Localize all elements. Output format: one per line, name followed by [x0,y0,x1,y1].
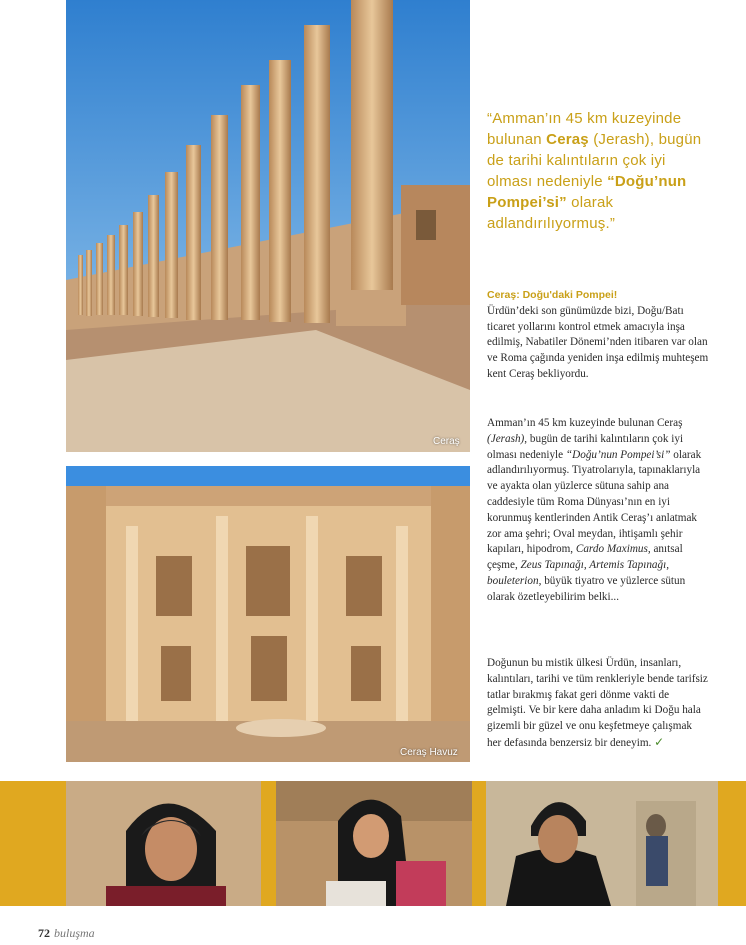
colonnade-caption: Ceraş [433,436,460,447]
article-paragraph-2 [487,416,709,606]
article-paragraph-3 [487,656,709,752]
end-mark-icon: ✓ [654,734,665,749]
photo-nymphaeum [66,466,470,762]
article-subhead: Ceraş: Doğu'daki Pompei! [487,289,618,301]
quote-middle: (Jerash), bugün de tarihi kalıntıların çok iyi olması nedeniyle [487,131,702,190]
p2-pompei: “Doğu’nun Pompei’si” [565,448,671,461]
pull-quote [487,108,702,234]
nymphaeum-caption: Ceraş Havuz [400,747,458,758]
p2-part-c: olarak adlandırılıyormuş. Tiyatrolarıyla, tapınaklarıyla ve ayakta olan yüzlerce sütuna sahip ana caddesiyle tüm Roma Dünyası’nın en iyi korunmuş kentlerinden Antik Ceraş’ı anlatmak zor ama şehri; Oval meydan, ihtişamlı şehir kapıları, hipodrom, [487,448,702,556]
page-number: 72 [38,926,50,940]
p2-jerash: (Jerash) [487,432,525,445]
p2-temples: Zeus Tapınağı, Artemis Tapınağı, bouleterion, [487,559,670,587]
p2-part-d: anıtsal çeşme, [487,543,683,572]
quote-nickname: “Doğu’nun Pompei’si” [487,173,687,211]
photo-colonnade [66,0,470,452]
quote-close: olarak adlandırılıyormuş.” [487,194,616,232]
paragraph-1-text: Ürdün’deki son günümüzde bizi, Doğu/Batı ticaret yollarını kontrol etmek amacıyla inşa edilmiş, Nabatiler Dönemi’nden itibaren var olan ve Roma çağında yeniden inşa edilmiş muhteşem kent Ceraş bekliyordu. [487,304,709,380]
quote-open: “Amman’ın 45 km kuzeyinde bulunan [487,110,682,148]
article-paragraph-1 [487,288,709,383]
portrait-girl [276,781,472,906]
paragraph-3-text: Doğunun bu mistik ülkesi Ürdün, insanları, kalıntıları, tarihi ve tüm renkleriyle bende tarifsiz tatlar bırakmış fakat geri dönme vakti de gelmişti. Ve bir kere daha anladım ki Doğu hala gizemli bir güzel ve onu keşfetmeye çalışmak her defasında benzersiz bir deneyim. [487,657,708,749]
portrait-woman [66,781,261,906]
quote-place: Ceraş [546,131,589,148]
p2-cardo: Cardo Maximus, [575,543,651,556]
p2-part-a: Amman’ın 45 km kuzeyinde bulunan Ceraş [487,417,683,429]
portrait-man [486,781,718,906]
p2-part-b: , bugün de tarihi kalıntıların çok iyi olması nedeniyle [487,432,684,461]
p2-part-e: büyük tiyatro ve yüzlerce sütun olarak özetleyebilirim belki... [487,574,686,603]
magazine-name: buluşma [54,926,95,940]
page-folio [38,926,95,941]
